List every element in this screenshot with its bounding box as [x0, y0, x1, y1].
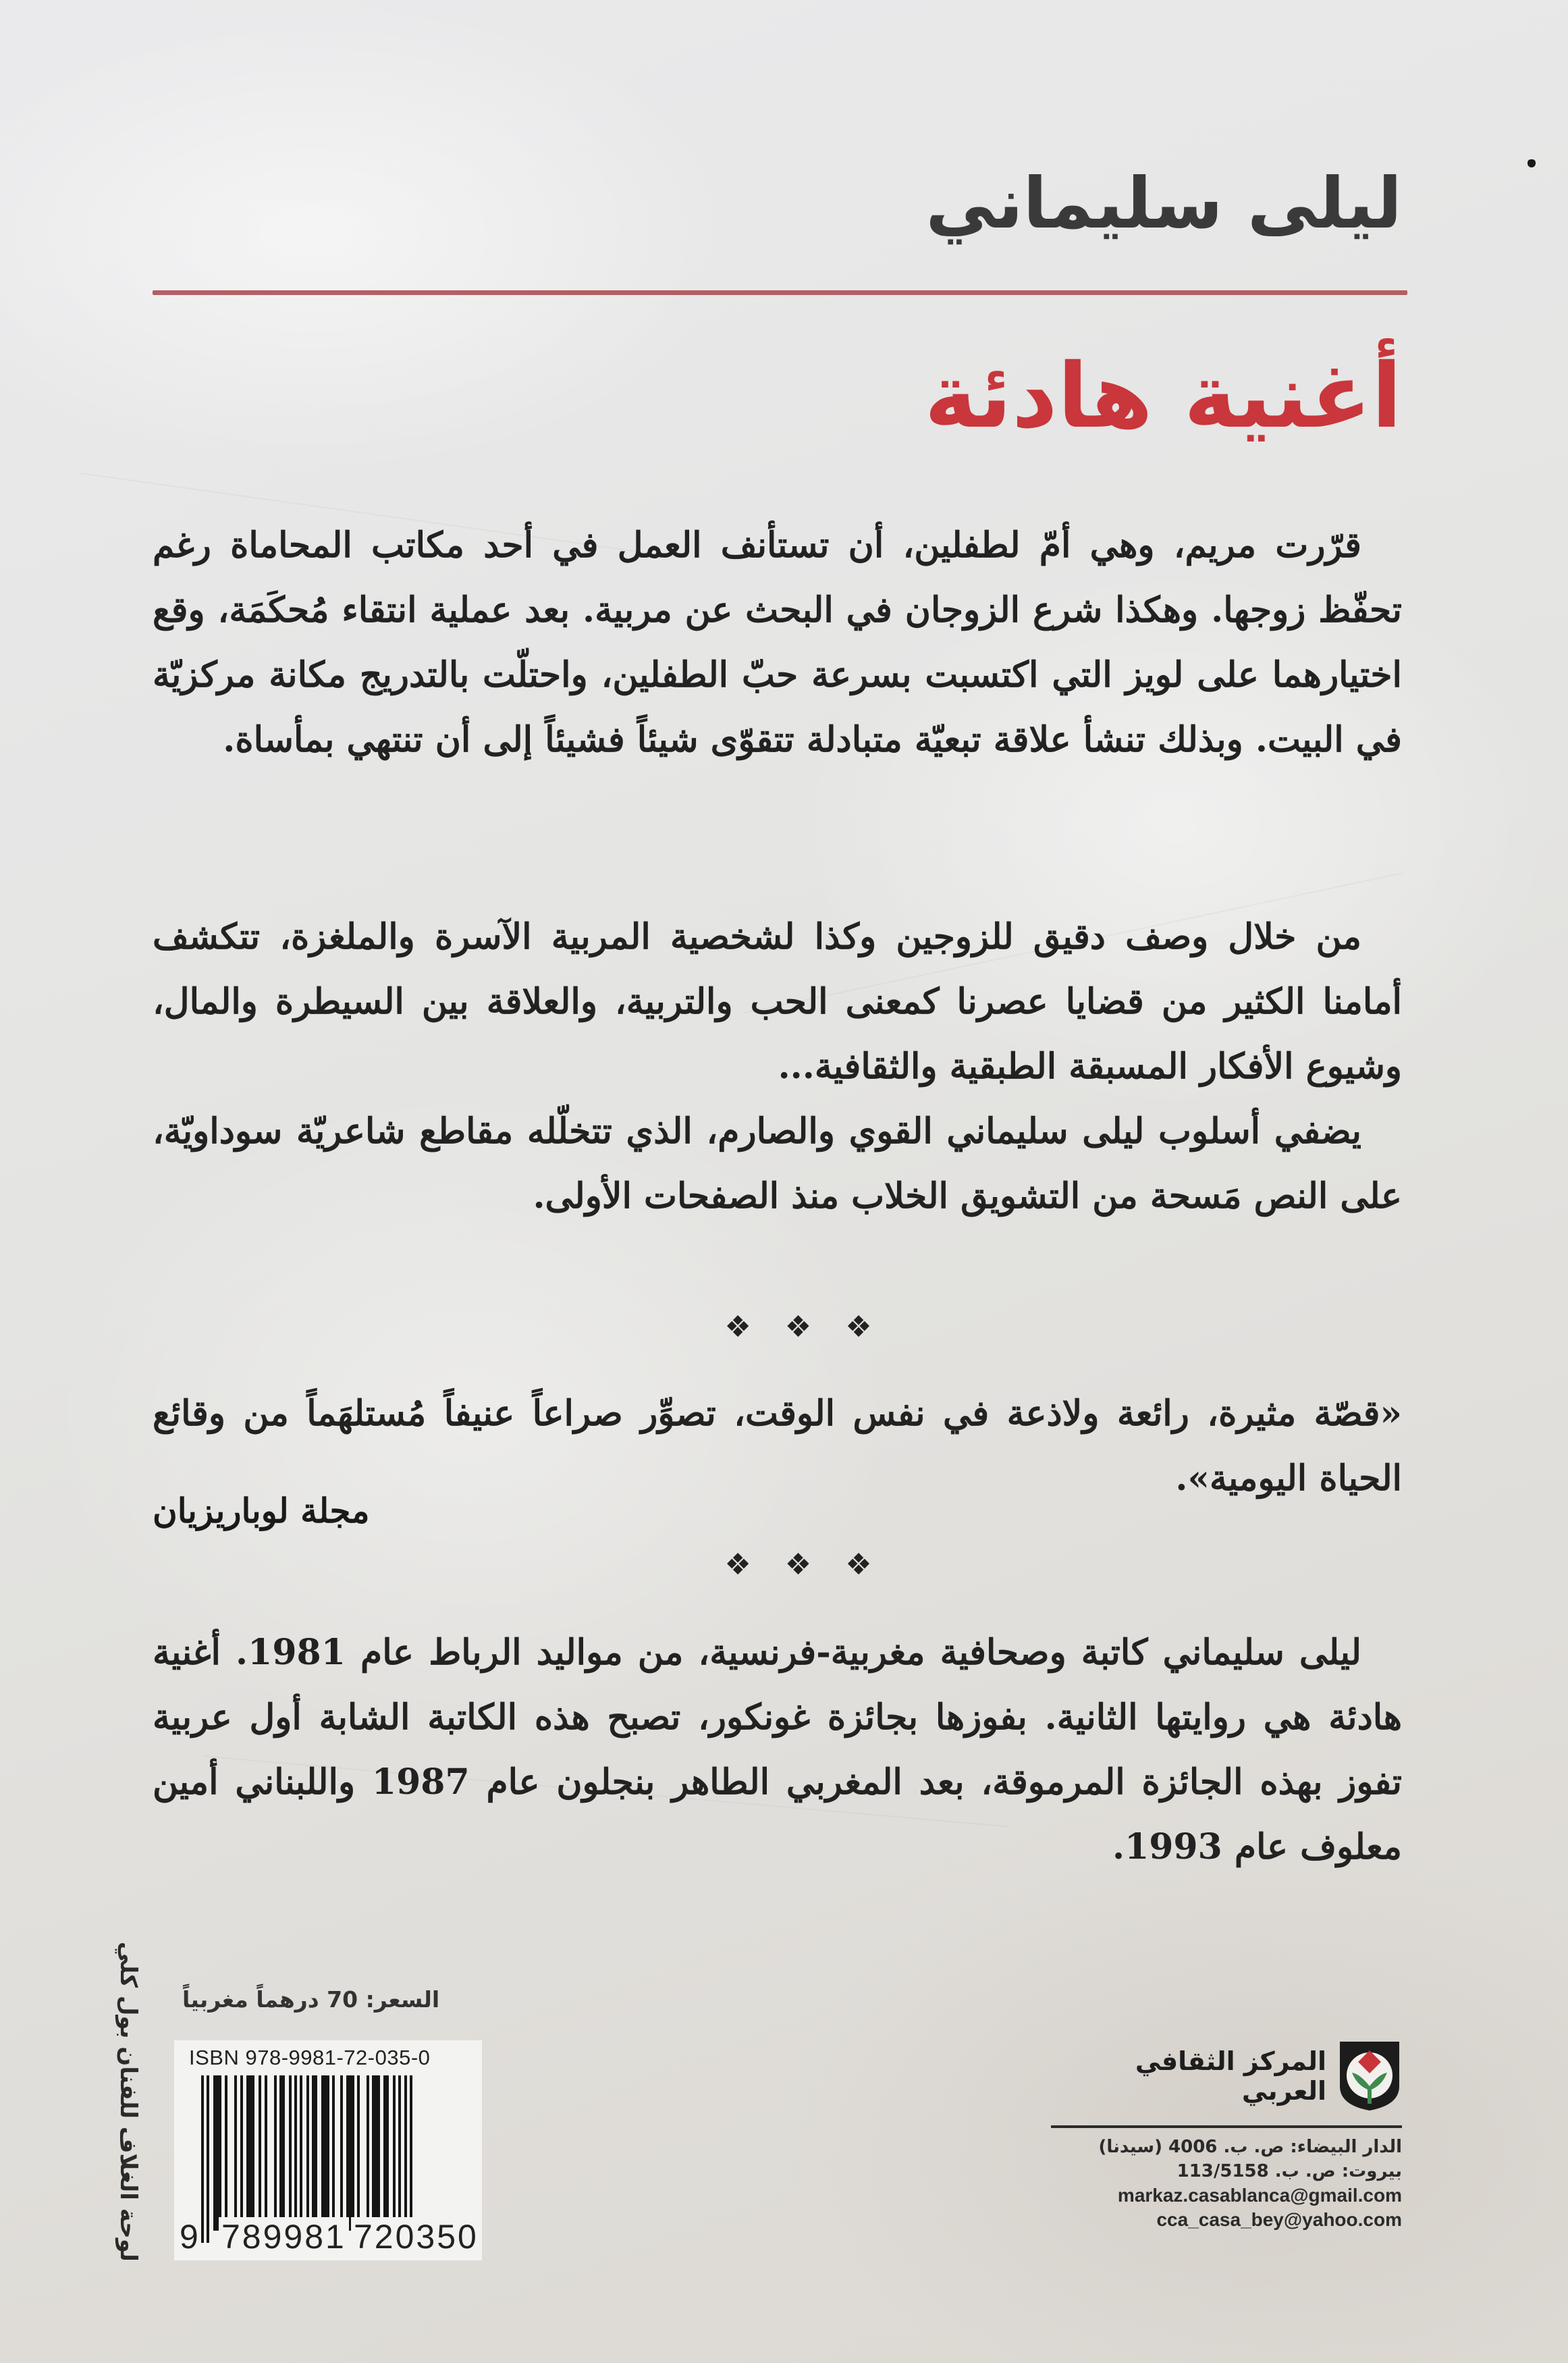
publisher-block — [1051, 2039, 1402, 2232]
blurb-paragraph-2 — [153, 905, 1402, 1099]
email-yahoo: cca_casa_bey@yahoo.com — [1156, 2209, 1402, 2230]
email-gmail: markaz.casablanca@gmail.com — [1117, 2185, 1402, 2206]
bio-book-title: أغنية هادئة — [153, 1632, 1402, 1738]
isbn-number: ISBN 978-9981-72-035-0 — [189, 2046, 431, 2069]
isbn-barcode — [174, 2040, 482, 2260]
bio-text: ليلى سليماني كاتبة وصحافية مغربية-فرنسية، من مواليد الرباط عام 1981. — [236, 1632, 1362, 1673]
flower-shield-logo-icon — [1337, 2039, 1402, 2113]
ean-right-group: 720350 — [351, 2217, 481, 2256]
author-name: ليلى سليماني — [925, 162, 1402, 244]
bio-text: هي روايتها الثانية. بفوزها بجائزة غونكور، تصبح هذه الكاتبة الشابة أول عربية تفوز بهذه الجائزة المرموقة، بعد المغربي الطاهر بنجلون عام 1987 واللبناني أمين معلوف عام 1993. — [153, 1697, 1402, 1867]
address-beirut: بيروت: ص. ب. 113/5158 — [1177, 2161, 1402, 2181]
publisher-name: المركز الثقافي العربي — [1135, 2046, 1326, 2106]
book-title: أغنية هادئة — [924, 344, 1402, 448]
press-quote: «قصّة مثيرة، رائعة ولاذعة في نفس الوقت، تصوِّر صراعاً عنيفاً مُستلهَماً من وقائع الحياة اليومية». — [153, 1393, 1402, 1499]
bio-line-1 — [153, 1620, 1402, 1880]
price-label: السعر: 70 درهماً مغربياً — [182, 1986, 440, 2013]
ornament-separator-icon: ❖ ❖ ❖ — [724, 1310, 884, 1344]
blurb-text: يضفي أسلوب ليلى سليماني القوي والصارم، الذي تتخلّله مقاطع شاعريّة سوداويّة، على النص مَسحة من التشويق الخلاب منذ الصفحات الأولى. — [153, 1111, 1402, 1217]
publisher-divider — [1051, 2125, 1402, 2128]
quote-source: مجلة لوباريزيان — [153, 1491, 370, 1531]
title-divider — [153, 290, 1407, 295]
cover-art-credit: لوحة الغلاف للفنان بول كلي — [115, 1942, 142, 2262]
publisher-contact — [1051, 2135, 1402, 2232]
ink-speck — [1528, 159, 1536, 167]
ean-left-group: 789981 — [219, 2217, 349, 2256]
blurb-paragraph-1 — [153, 513, 1402, 772]
publisher-header — [1051, 2039, 1402, 2113]
ean-first-digit: 9 — [180, 2218, 200, 2256]
blurb-text: قرّرت مريم، وهي أمّ لطفلين، أن تستأنف العمل في أحد مكاتب المحاماة رغم تحفّظ زوجها. وهكذا شرع الزوجان في البحث عن مربية. بعد عملية انتقاء مُحكَمَة، وقع اختيارهما على لويز التي اكتسبت بسرعة حبّ الطفلين، واحتلّت بالتدريج مكانة مركزيّة في البيت. وبذلك تنشأ علاقة تبعيّة متبادلة تتقوّى شيئاً فشيئاً إلى أن تنتهي بمأساة. — [153, 525, 1402, 760]
blurb-text: من خلال وصف دقيق للزوجين وكذا لشخصية المربية الآسرة والملغزة، تتكشف أمامنا الكثير من قضايا عصرنا كمعنى الحب والتربية، والعلاقة بين السيطرة والمال، وشيوع الأفكار المسبقة الطبقية والثقافية... — [153, 916, 1402, 1087]
ornament-separator-icon: ❖ ❖ ❖ — [724, 1547, 884, 1582]
blurb-paragraph-3 — [153, 1099, 1402, 1229]
author-bio — [153, 1620, 1402, 1880]
barcode-bars-icon — [201, 2075, 471, 2231]
address-casablanca: الدار البيضاء: ص. ب. 4006 (سيدنا) — [1098, 2137, 1402, 2157]
